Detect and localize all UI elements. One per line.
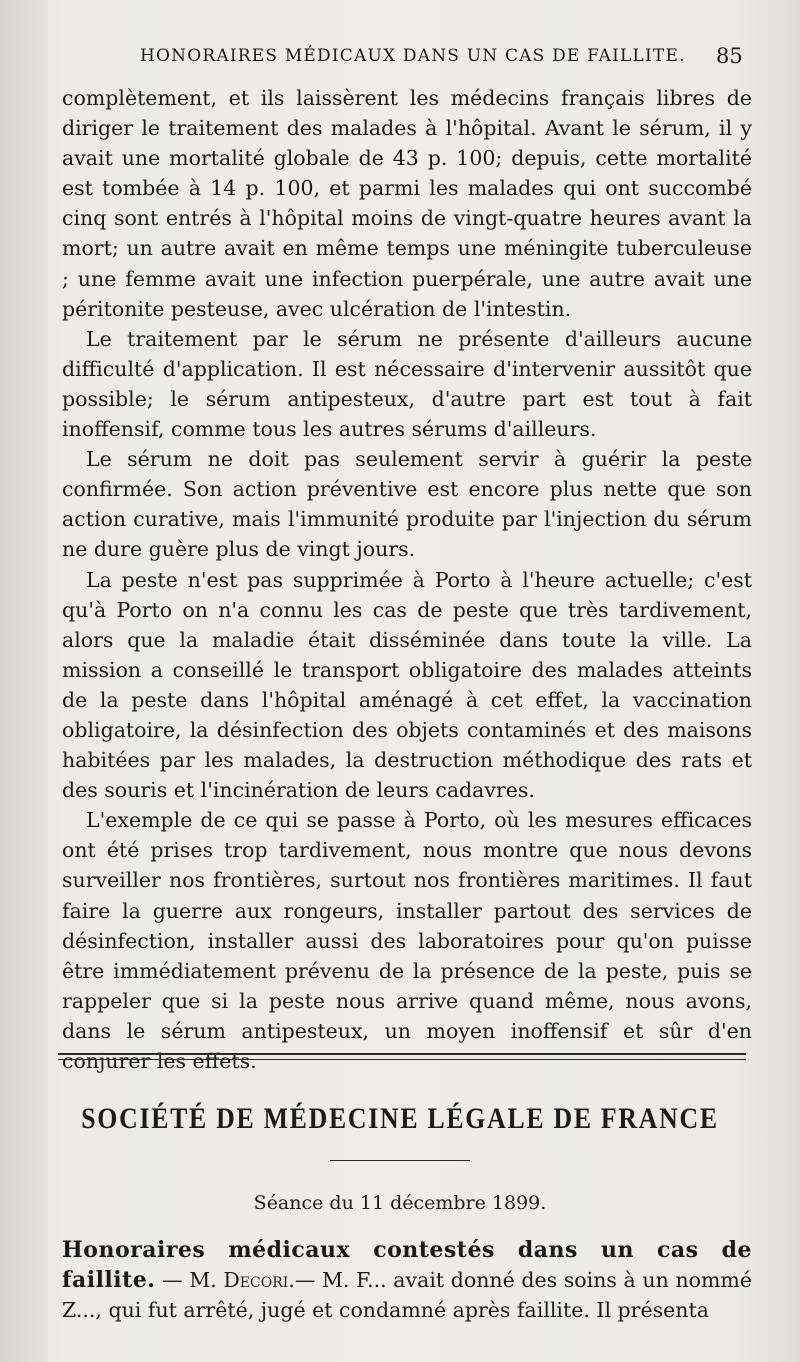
paragraph: Le sérum ne doit pas seulement servir à guérir la peste confirmée. Son action préventive est encore plus nette que son action curative, mais l'immunité produite par l'injection du sérum ne dure guère plus de vingt jours.: [62, 447, 752, 562]
section-title: SOCIÉTÉ DE MÉDECINE LÉGALE DE FRANCE: [81, 1102, 719, 1135]
section-divider-thick: [58, 1053, 746, 1055]
session-date: Séance du 11 décembre 1899.: [253, 1192, 547, 1214]
body-text: [62, 83, 752, 1076]
page-gutter-shadow: [0, 0, 48, 1362]
paragraph: Le traitement par le sérum ne présente d'ailleurs aucune difficulté d'application. Il est nécessaire d'intervenir aussitôt que possible; le sérum antipesteux, d'autre part est tout à fait inoffensif, comme tous les autres sérums d'ailleurs.: [62, 326, 752, 442]
paragraph: complètement, et ils laissèrent les médecins français libres de diriger le traitement des malades à l'hôpital. Avant le sérum, il y avait une mortalité globale de 43 p. 100; depuis, cette mortalité est tombée à 14 p. 100, et parmi les malades qui ont succombé cinq sont entrés à l'hôpital moins de vingt-quatre heures avant la mort; un autre avait en même temps une méningite tuberculeuse ; une femme avait une infection puerpérale, une autre avait une péritonite pesteuse, avec ulcération de l'intestin.: [62, 86, 752, 321]
section-divider-thin: [58, 1059, 746, 1060]
paragraph: L'exemple de ce qui se passe à Porto, où les mesures efficaces ont été prises trop tardivement, nous montre que nous devons surveiller nos frontières, surtout nos frontières maritimes. Il faut faire la guerre aux rongeurs, installer partout des services de désinfection, installer aussi des laboratoires pour qu'on puisse être immédiatement prévenu de la présence de la peste, puis se rappeler que si la peste nous arrive quand même, nous avons, dans le sérum antipesteux, un moyen inoffensif et sûr d'en conjurer les effets.: [62, 808, 752, 1073]
running-header: HONORAIRES MÉDICAUX DANS UN CAS DE FAILLITE.: [140, 46, 686, 66]
author-name: Decori: [223, 1268, 289, 1293]
case-title: Honoraires médicaux contestés dans un cas de faillite.: [62, 1237, 752, 1294]
case-text: .— M. F... avait donné des soins à un nommé Z..., qui fut arrêté, jugé et condamné après faillite. Il présenta: [62, 1268, 752, 1323]
case-report: [62, 1235, 752, 1325]
title-underline: [330, 1160, 470, 1161]
author-separator: — M.: [155, 1268, 224, 1293]
page-number: 85: [716, 44, 743, 68]
paragraph: La peste n'est pas supprimée à Porto à l'heure actuelle; c'est qu'à Porto on n'a connu les cas de peste que très tardivement, alors que la maladie était disséminée dans toute la ville. La mission a conseillé le transport obligatoire des malades atteints de la peste dans l'hôpital aménagé à cet effet, la vaccination obligatoire, la désinfection des objets contaminés et des maisons habitées par les malades, la destruction méthodique des rats et des souris et l'incinération de leurs cadavres.: [62, 567, 752, 803]
